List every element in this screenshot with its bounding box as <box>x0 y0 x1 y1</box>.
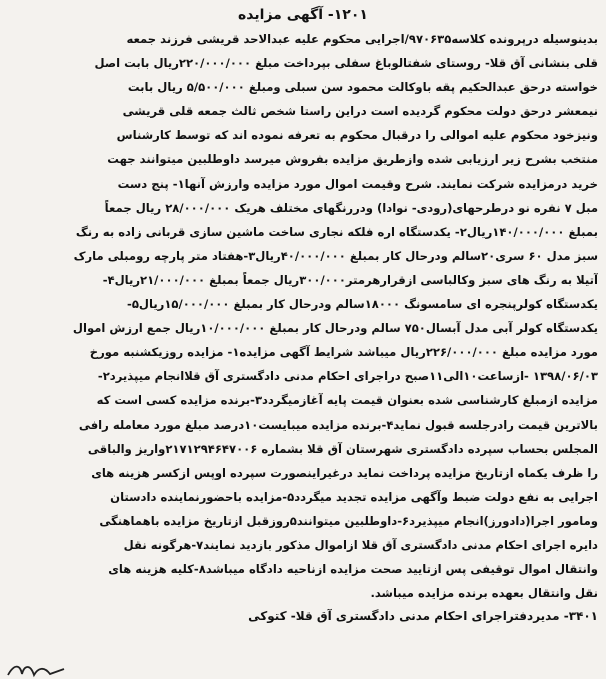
notice-line: مبل ۷ نفره نو درطرحهای(رودی- نوادا) ودررنگهای مختلف هریک ۲۸/۰۰۰/۰۰۰ ریال جمعاً <box>104 200 598 215</box>
notice-line: نقل وانتقال بعهده برنده مزایده میباشد. <box>370 586 598 601</box>
notice-line: قلی بنشانی آق قلا- روستای شفتالوباغ سفلی بپرداخت مبلغ ۲۲۰/۰۰۰/۰۰۰ریال بابت اصل <box>94 56 598 71</box>
notice-line: منتخب بشرح زیر ارزیابی شده وازطریق مزایده بفروش میرسد داوطلبین میتوانند جهت <box>107 152 598 167</box>
notice-body <box>8 27 598 605</box>
notice-line: بمبلغ ۱۴۰/۰۰۰/۰۰۰ریال۲- یکدستگاه اره فلکه نجاری ساخت ماشین سازی قربانی زاده به رنگ <box>75 224 598 239</box>
notice-line: وانتقال اموال توقیفی پس ازتایید صحت مزایده ازناحیه دادگاه میباشد۸-کلیه هزینه های <box>108 562 598 577</box>
notice-line: مورد مزایده مبلغ ۲۲۶/۰۰۰/۰۰۰ریال میباشد شرایط آگهی مزایده۱- مزایده روزیکشنبه مورخ <box>89 345 598 360</box>
notice-line: بالاترین قیمت رادرجلسه قبول نماید۴-برنده مزایده میبایست۱۰درصد مبلغ مورد معامله رافی <box>78 417 598 432</box>
notice-line: اجرایی به نفع دولت ضبط وآگهی مزایده تجدید میگردد۵-مزایده باحضورنماینده دادستان <box>110 489 598 504</box>
notice-line: را ظرف یکماه ازتاریخ مزایده پرداخت نماید درغیراینصورت سپرده اوپس ازکسر هزینه های <box>91 465 598 480</box>
notice-line: خواسته درحق عبدالحکیم پقه باوکالت محمود سن سبلی ومبلغ ۵/۵۰۰/۰۰۰ ریال بابت <box>127 80 598 95</box>
notice-line: خرید درمزایده شرکت نمایند. شرح وقیمت اموال مورد مزایده وارزش آنها۱- پنج دست <box>117 176 598 191</box>
notice-line: ونیزخود محکوم علیه اموالی را درقبال محکوم به تعرفه نموده اند که توسط کارشناس <box>116 128 598 143</box>
notice-title: ۱۲۰۱- آگهی مزایده <box>238 7 368 23</box>
notice-line: بدینوسیله درپرونده کلاسه۹۷۰۶۳۵/اجرایی محکوم علیه عبدالاحد قریشی فرزند جمعه <box>126 32 598 46</box>
notice-line: یکدستگاه کولر آبی مدل آبسال۷۵۰ سالم ودرحال کار بمبلغ ۱۰/۰۰۰/۰۰۰ریال جمع ارزش اموال <box>72 321 598 336</box>
notice-line: مزایده ازمبلغ کارشناسی شده بعنوان قیمت پایه آغازمیگردد۳-برنده مزایده کسی است که <box>96 393 598 408</box>
notice-line: ۱۳۹۸/۰۶/۰۳ -ازساعت۱۰الی۱۱صبح دراجرای احکام مدنی دادگستری آق قلاانجام میپذیرد۲- <box>97 369 598 384</box>
notice-line: ومامور اجرا(دادورز)انجام میپذیرد۶-داوطلبین میتوانند۵روزقبل ازتاریخ مزایده باهماهنگی <box>99 513 598 528</box>
notice-line: سبز مدل ۶۰ سری۲۰سالم ودرحال کار بمبلغ ۴۰/۰۰۰/۰۰۰ریال۳-هفتاد متر پارچه رومبلی مارک <box>73 248 598 263</box>
notice-line: دایره اجرای احکام مدنی دادگستری آق قلا ازاموال مذکور بازدید نمایند۷-هرگونه نقل <box>123 537 598 552</box>
notice-signature: ۳۴۰۱- مدیردفتراجرای احکام مدنی دادگستری آق قلا- کتوکی <box>248 609 598 624</box>
notice-line: المجلس بحساب سپرده دادگستری شهرستان آق قلا بشماره ۲۱۷۱۲۹۴۶۴۷۰۰۶واریز والباقی <box>87 441 598 456</box>
notice-line: یکدستگاه کولرپنجره ای سامسونگ ۱۸۰۰۰سالم ودرحال کار بمبلغ ۱۵/۰۰۰/۰۰۰ریال۵- <box>127 297 598 312</box>
notice-line: نیمعشر درحق دولت محکوم گردیده است دراین راستا شخص ثالث جمعه قلی قریشی <box>122 104 598 119</box>
notice-line: آتیلا به رنگ های سبز وکالباسی ازقرارهرمتر۳۰۰/۰۰۰ریال جمعاً بمبلغ ۲۱/۰۰۰/۰۰۰ریال۴- <box>102 272 598 287</box>
handwritten-signature-mark <box>4 660 74 679</box>
